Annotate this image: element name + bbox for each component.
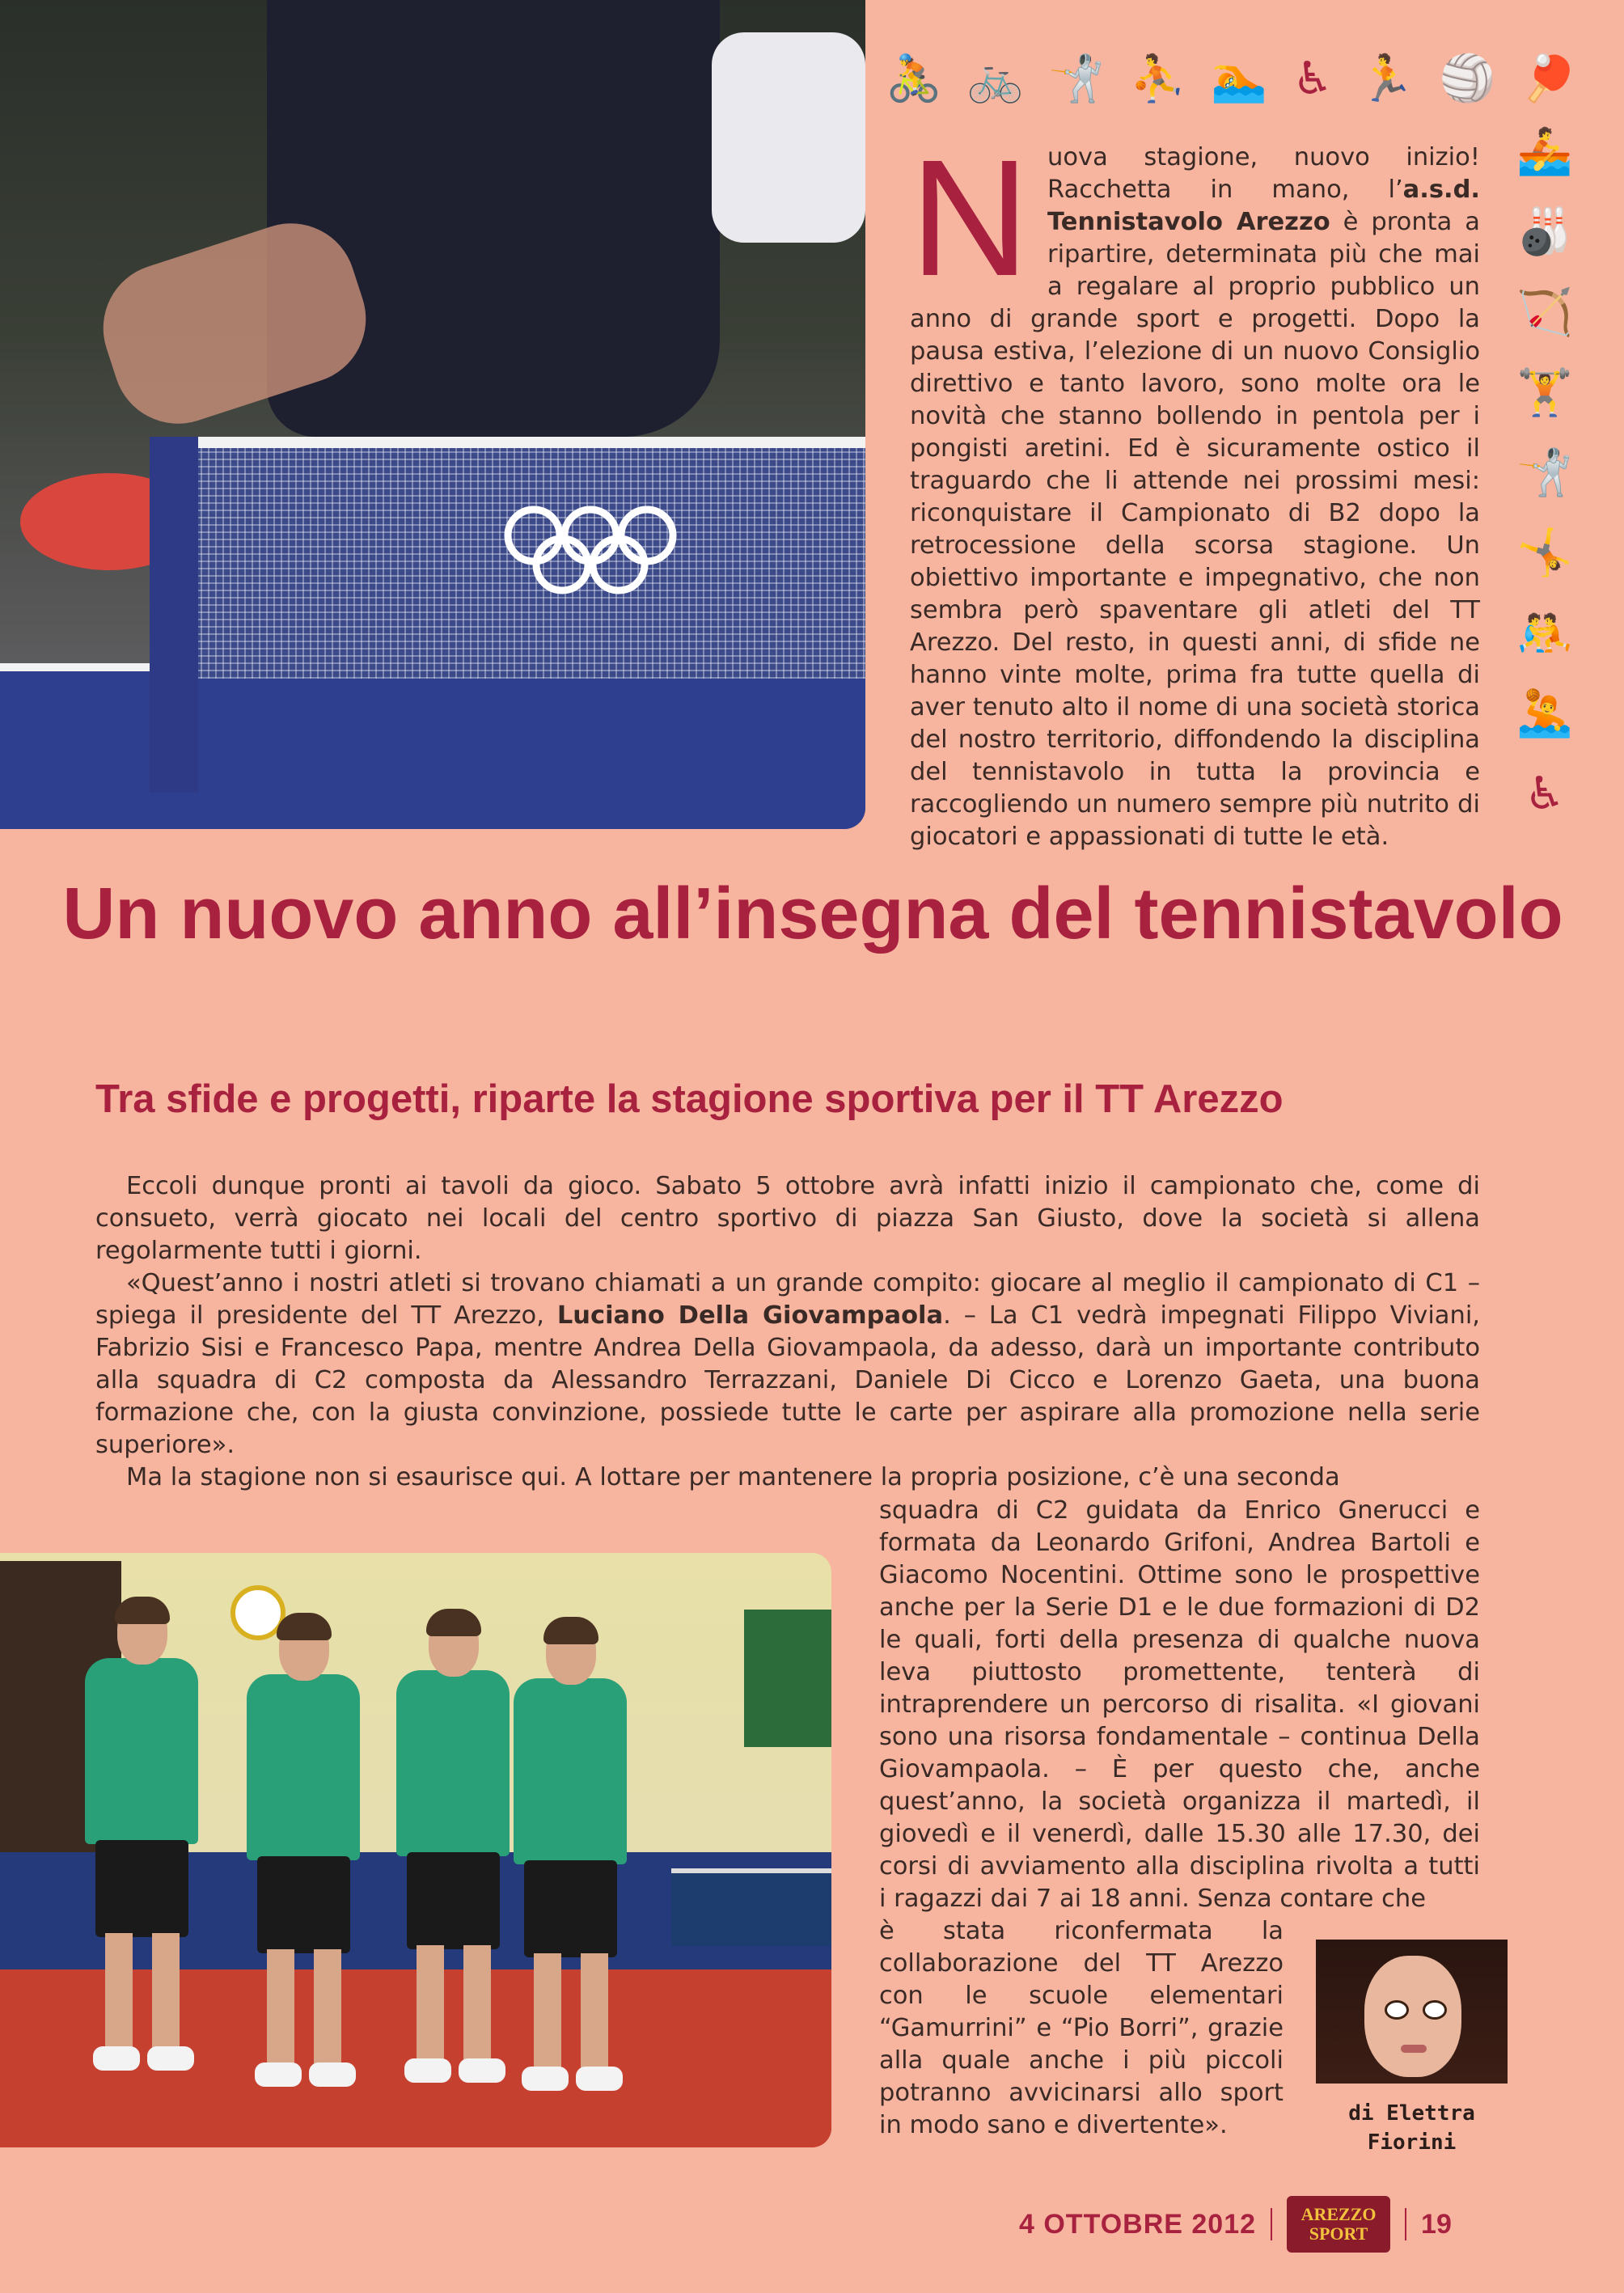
- fencing-icon: 🤺: [1048, 53, 1105, 105]
- wrestling-icon: 🤼: [1516, 607, 1573, 660]
- net-post: [150, 437, 198, 793]
- issue-date: 4 OTTOBRE 2012: [1019, 2208, 1257, 2240]
- article-body: [95, 1170, 1480, 1494]
- athletics-icon: 🏃: [1358, 53, 1415, 105]
- swimming-icon: 🏊: [1211, 53, 1268, 105]
- president-name: Luciano Della Giovampaola: [556, 1301, 944, 1330]
- quote-text-1: «Quest’anno i nostri atleti si trovano chiamati a un grande compito: giocare al meglio il campionato di C1 – spiega il presidente del TT Arezzo,: [95, 1269, 1480, 1330]
- quote-text-2: . – La C1 vedrà impegnati Filippo Viviani, Fabrizio Sisi e Francesco Papa, mentre Andrea Della Giovampaola, da adesso, darà un importante contributo alla squadra di C2 composta da Alessandro Terrazzani, Daniele Di Cicco e Lorenzo Gaeta, una buona formazione che, con la giusta convinzione, possiede tutte le carte per aspirare alla promozione nella serie superiore».: [95, 1301, 1480, 1459]
- article-title: Un nuovo anno all’insegna del tennistavolo: [62, 874, 1563, 954]
- table-tennis-icon: 🏓: [1520, 53, 1577, 105]
- ping-pong-table: [671, 1868, 831, 1946]
- gymnastics-icon: 🤸: [1516, 527, 1573, 580]
- page-number: 19: [1421, 2208, 1452, 2240]
- archery-icon: 🏹: [1516, 286, 1573, 339]
- logo-top: AREZZO: [1300, 2204, 1377, 2224]
- rowing-icon: 🚣: [1516, 125, 1573, 178]
- intro-text-1: uova stagione, nuovo inizio! Racchetta in mano, l’: [1047, 143, 1480, 204]
- page-footer: [1019, 2200, 1452, 2249]
- club-name: a.s.d. Tennistavolo Arezzo: [1047, 176, 1480, 236]
- author-photo: [1316, 1940, 1508, 2084]
- author-line-2: Fiorini: [1367, 2130, 1457, 2155]
- cycling-icon: 🚲: [966, 53, 1024, 105]
- author-byline: [1316, 2099, 1508, 2157]
- basketball-icon: ⛹: [1129, 53, 1186, 105]
- article-subtitle: Tra sfide e progetti, riparte la stagione sportiva per il TT Arezzo: [95, 1077, 1284, 1121]
- body-paragraph-3-end: è stata riconfermata la collaborazione del TT Arezzo con le scuole elementari “Gamurrini” e “Pio Borri”, grazie alla quale anche i più piccoli potranno avvicinarsi allo sport in modo sano e divertente».: [879, 1917, 1284, 2139]
- volleyball-icon: 🏐: [1439, 53, 1496, 105]
- sports-pictogram-row: [886, 53, 1577, 121]
- olympic-rings-icon: [501, 501, 679, 599]
- diving-icon: 🤽: [1516, 687, 1573, 740]
- footer-divider: [1271, 2208, 1272, 2240]
- arezzo-sport-logo: [1287, 2196, 1390, 2253]
- team-photo: [0, 1553, 831, 2147]
- wheelchair-icon: ♿: [1524, 768, 1566, 820]
- weightlifting-icon: 🏋: [1516, 366, 1573, 419]
- notice-board: [744, 1610, 831, 1747]
- table-tennis-photo: [0, 0, 865, 829]
- intro-text-2: è pronta a ripartire, determinata più che mai a regalare al proprio pubblico un anno di grande sport e progetti. Dopo la pausa estiva, l’elezione di un nuovo Consiglio direttivo e tanto lavoro, sono molte ora le novità che stanno bollendo in pentola per i pongisti aretini. Ed è sicuramente ostico il traguardo che li attende nei prossimi mesi: riconquistare il Campionato di B2 dopo la retrocessione della scorsa stagione. Un obiettivo importante e impegnativo, che non sembra però spaventare gli atleti del TT Arezzo. Del resto, in questi anni, di sfide ne hanno vinte molte, prima fra tutte quella di aver tenuto alto il nome di una società storica del nostro territorio, diffondendo la disciplina del tennistavolo in tutta la provincia e raccogliendo un numero sempre più nutrito di giocatori e appassionati di tutte le età.: [910, 208, 1480, 851]
- body-paragraph-3-start: Ma la stagione non si esaurisce qui. A lottare per mantenere la propria posizione, c’è una seconda: [126, 1463, 1340, 1491]
- ping-pong-table: [0, 663, 865, 829]
- fencing-icon: 🤺: [1516, 446, 1573, 499]
- body-paragraph-1: Eccoli dunque pronti ai tavoli da gioco. Sabato 5 ottobre avrà infatti inizio il campionato che, come di consueto, verrà giocato nei locali del centro sportivo di piazza San Giusto, dove la società si allena regolarmente tutti i giorni.: [95, 1172, 1480, 1265]
- sports-pictogram-column: [1516, 125, 1573, 820]
- player-sleeve: [712, 32, 865, 243]
- bowling-icon: 🎳: [1516, 205, 1573, 259]
- cycling-triathlon-icon: 🚴: [886, 53, 942, 105]
- logo-bottom: SPORT: [1309, 2223, 1368, 2244]
- intro-paragraph: [910, 125, 1480, 853]
- footer-divider: [1405, 2208, 1406, 2240]
- drop-cap: N: [910, 125, 1030, 311]
- wheelchair-icon: ♿: [1292, 53, 1334, 105]
- author-line-1: di Elettra: [1348, 2101, 1475, 2126]
- body-paragraph-2: [95, 1267, 1480, 1462]
- body-paragraph-3-right: squadra di C2 guidata da Enrico Gnerucci e formata da Leonardo Grifoni, Andrea Bartoli e Giacomo Nocentini. Ottime sono le prospettive anche per la Serie D1 e le due formazioni di D2 le quali, forti della presenza di qualche nuova leva piuttosto promettente, tenterà di intraprendere un percorso di risalita. «I giovani sono una risorsa fondamentale – continua Della Giovampaola. – È per questo che, anche quest’anno, la società organizza il martedì, il giovedì e il venerdì, dalle 15.30 alle 17.30, dei corsi di avviamento alla disciplina rivolta a tutti i ragazzi dai 7 ai 18 anni. Senza contare che: [879, 1496, 1480, 1913]
